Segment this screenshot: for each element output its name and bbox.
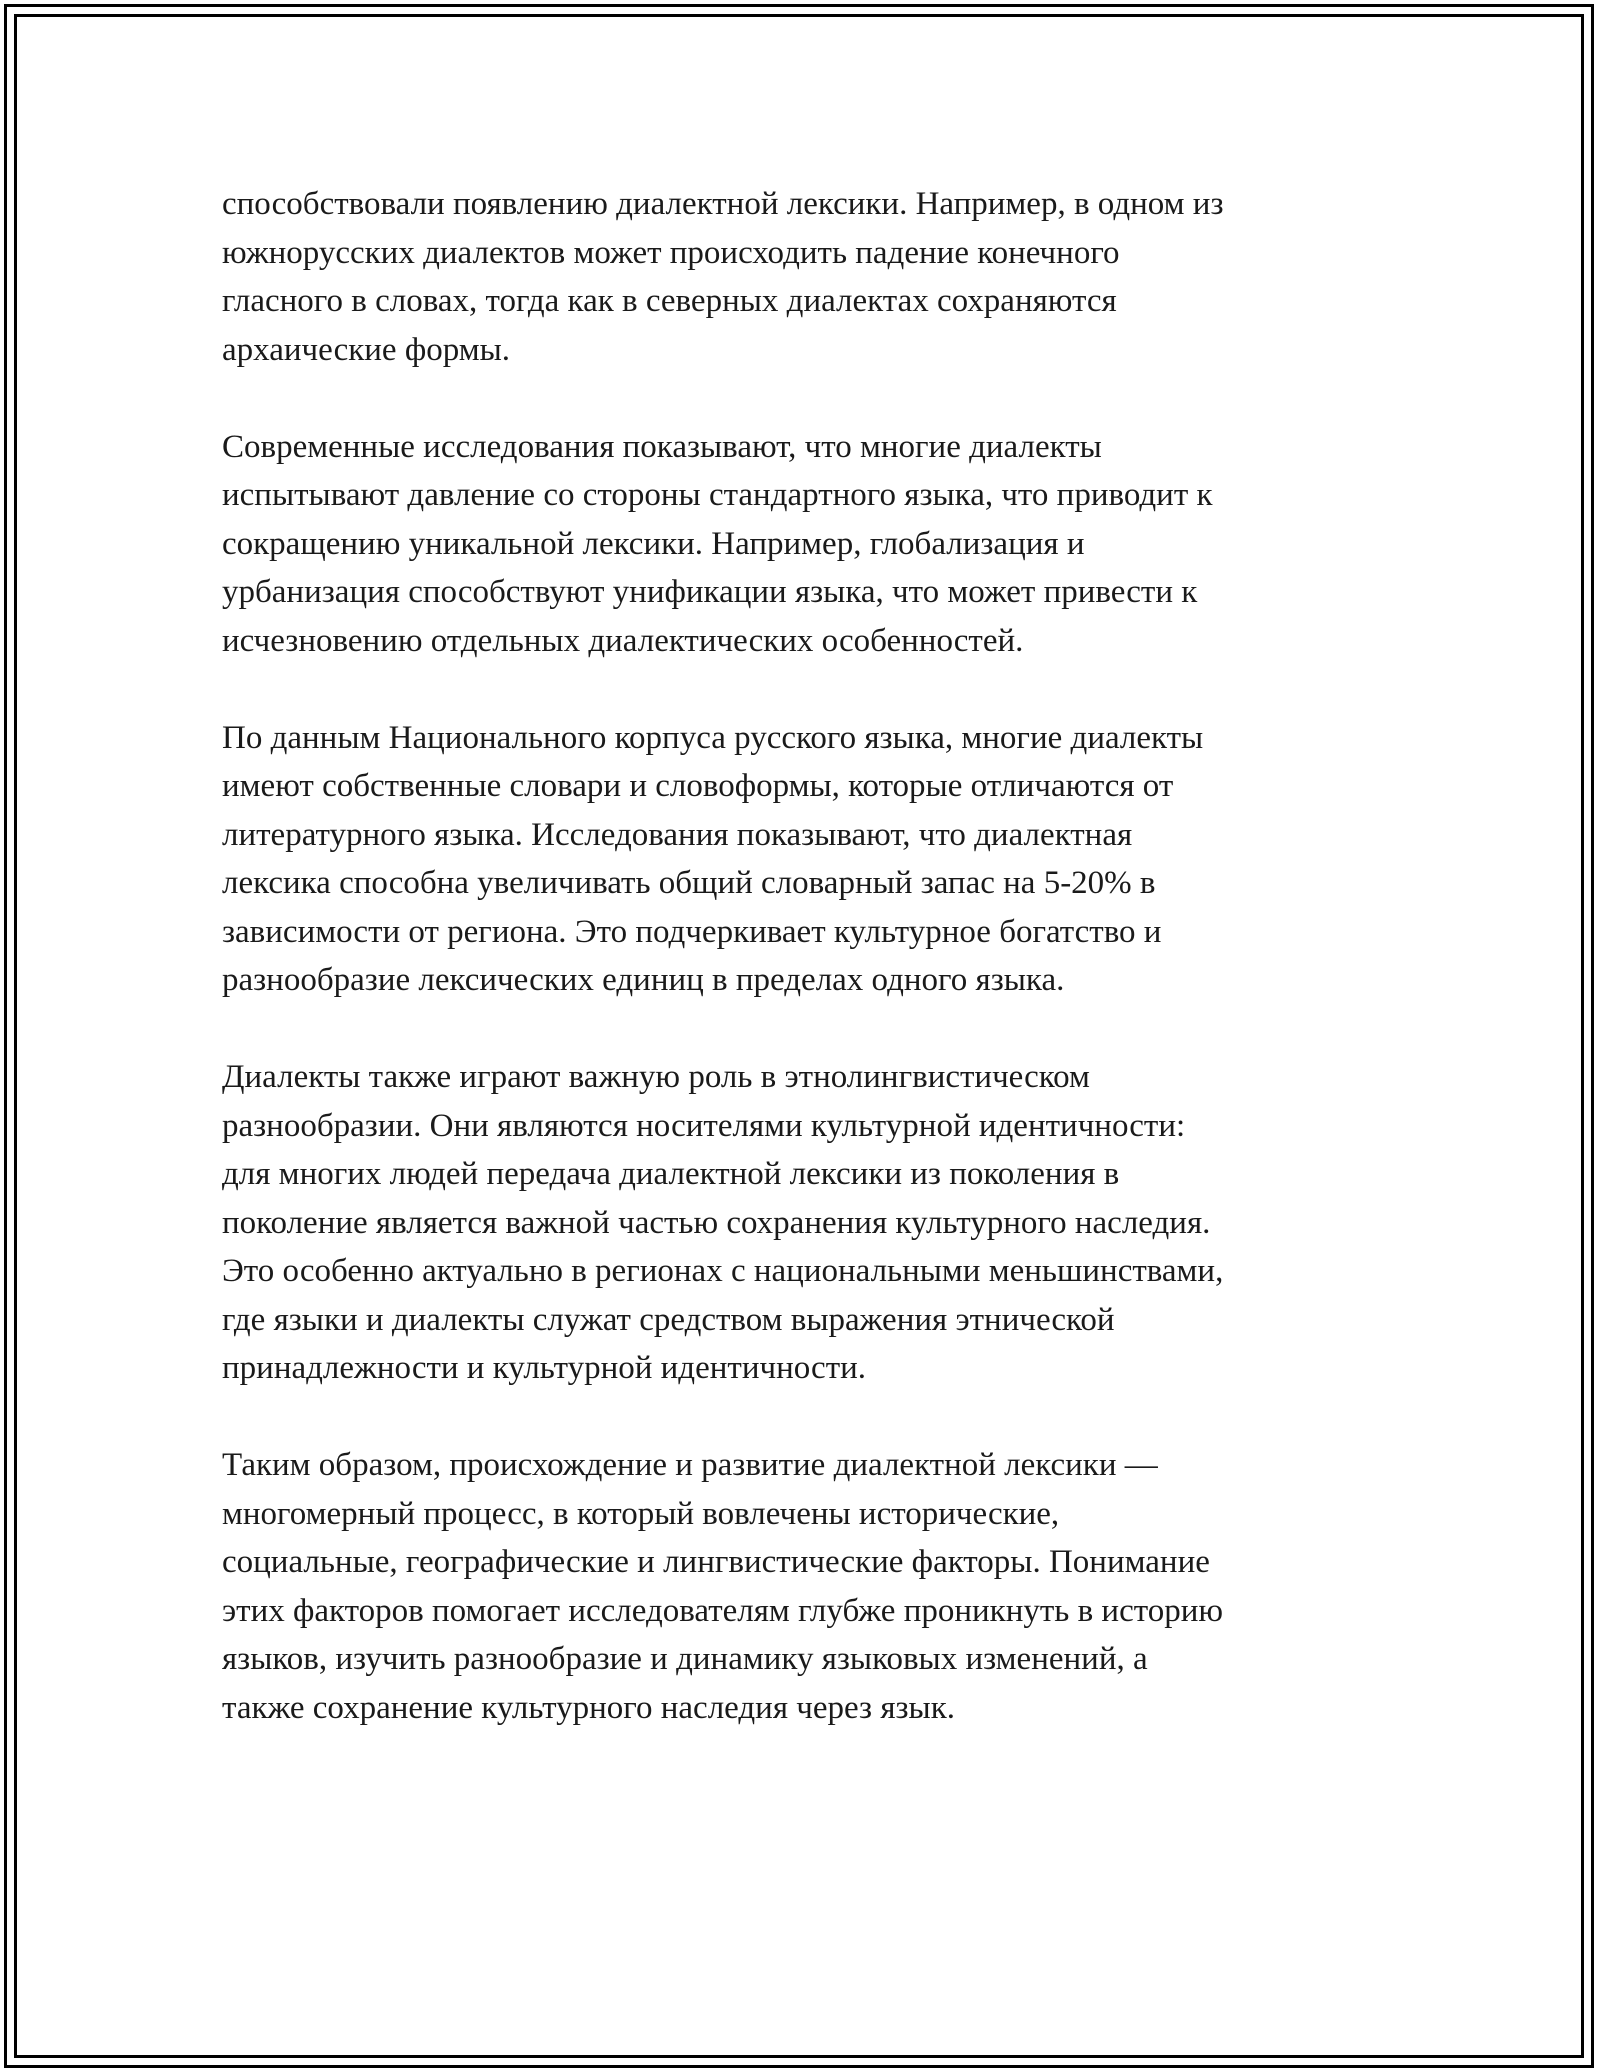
text-line: сокращению уникальной лексики. Например, глобализация и (222, 525, 1085, 562)
text-line: разнообразии. Они являются носителями культурной идентичности: (222, 1107, 1186, 1144)
text-line: имеют собственные словари и словоформы, которые отличаются от (222, 768, 1174, 804)
text-line: Таким образом, происхождение и развитие диалектной лексики — (222, 1447, 1158, 1483)
paragraph-4 (222, 1053, 1362, 1393)
text-line: для многих людей передача диалектной лексики из поколения в (222, 1156, 1120, 1192)
text-line: разнообразие лексических единиц в пределах одного языка. (222, 962, 1065, 998)
text-line: где языки и диалекты служат средством выражения этнической (222, 1301, 1115, 1338)
paragraph-3 (222, 714, 1362, 1005)
paragraph-1 (222, 180, 1362, 374)
text-line: этих факторов помогает исследователям глубже проникнуть в историю (222, 1592, 1224, 1629)
text-line: урбанизация способствуют унификации языка, что может привести к (222, 574, 1198, 610)
document-body (222, 180, 1362, 1781)
paragraph-5 (222, 1441, 1362, 1732)
text-line: зависимости от региона. Это подчеркивает культурное богатство и (222, 913, 1162, 950)
text-line: испытывают давление со стороны стандартного языка, что приводит к (222, 477, 1213, 513)
paragraph-2 (222, 423, 1362, 666)
text-line: Это особенно актуально в регионах с национальными меньшинствами, (222, 1253, 1224, 1289)
text-line: Диалекты также играют важную роль в этнолингвистическом (222, 1059, 1090, 1095)
text-line: принадлежности и культурной идентичности. (222, 1350, 867, 1386)
text-line: южнорусских диалектов может происходить падение конечного (222, 234, 1120, 271)
text-line: социальные, географические и лингвистические факторы. Понимание (222, 1544, 1210, 1580)
text-line: способствовали появлению диалектной лексики. Например, в одном из (222, 186, 1224, 222)
text-line: Современные исследования показывают, что многие диалекты (222, 428, 1102, 465)
text-line: исчезновению отдельных диалектических особенностей. (222, 622, 1024, 659)
text-line: архаические формы. (222, 331, 511, 368)
text-line: литературного языка. Исследования показывают, что диалектная (222, 816, 1133, 853)
text-line: По данным Национального корпуса русского языка, многие диалекты (222, 719, 1204, 756)
text-line: многомерный процесс, в который вовлечены исторические, (222, 1495, 1060, 1532)
text-line: поколение является важной частью сохранения культурного наследия. (222, 1204, 1211, 1241)
text-line: лексика способна увеличивать общий словарный запас на 5-20% в (222, 865, 1156, 901)
text-line: также сохранение культурного наследия через язык. (222, 1689, 956, 1726)
text-line: гласного в словах, тогда как в северных диалектах сохраняются (222, 283, 1117, 319)
text-line: языков, изучить разнообразие и динамику языковых изменений, а (222, 1641, 1148, 1677)
